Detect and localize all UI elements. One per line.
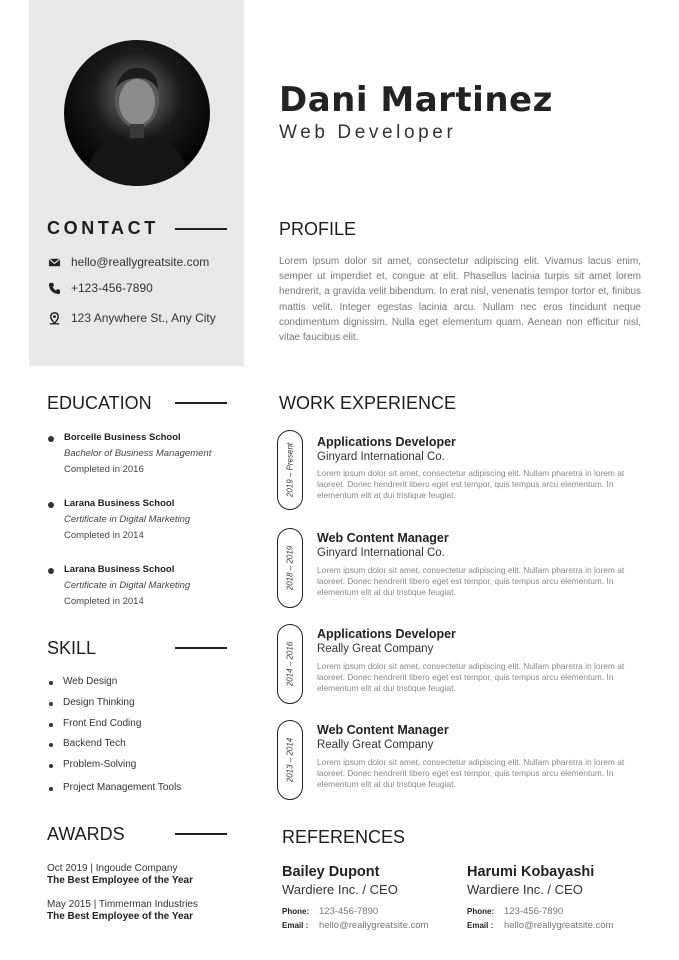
skill-heading-rule: [175, 647, 227, 649]
skill-label: Front End Coding: [63, 718, 142, 729]
education-degree: Certificate in Digital Marketing: [64, 514, 191, 525]
awards-heading: AWARDS: [47, 824, 125, 844]
contact-heading: CONTACT: [47, 218, 159, 238]
bullet-dot: [49, 723, 53, 727]
job-period-pill: [277, 720, 303, 800]
location-pin-icon: [47, 311, 61, 325]
contact-email-row: [47, 255, 209, 269]
bullet-dot: [48, 502, 54, 508]
profile-text: Lorem ipsum dolor sit amet, consectetur adipiscing elit. Vivamus lacus enim, semper ut imperdiet et, congue at elit. Phasellus lacinia turpis sit amet lorem hendrerit, a gravida velit bibendum. In erat nisl, venenatis tempor tortor et, finibus mattis velit. Integer egestas lacinia arcu. Nullam nec eros tincidunt neque condimentum dignissim. Nulla eget elementum quam. Aenean non efficitur nisl, vitae faucibus elit.: [279, 256, 641, 344]
reference-name: Harumi Kobayashi: [467, 864, 595, 880]
job-period: 2013 – 2014: [285, 737, 295, 783]
bullet-dot: [48, 436, 54, 442]
education-degree: Certificate in Digital Marketing: [64, 580, 191, 591]
bullet-dot: [49, 787, 53, 791]
skill-heading: SKILL: [47, 638, 97, 658]
bullet-dot: [49, 702, 53, 706]
job-description: Lorem ipsum dolor sit amet, consectetur adipiscing elit. Nullam pharetra in lorem at laoreet. Donec hendrerit libero eget est tempor, quis tempus arcu elementum. In elementum elit at dui tristique feugiat.: [317, 468, 625, 500]
skill-label: Problem-Solving: [63, 759, 137, 770]
bullet-dot: [49, 764, 53, 768]
award-event: Oct 2019 | Ingoude Company: [47, 863, 178, 874]
contact-address-row: [47, 311, 216, 325]
reference-email: [282, 920, 428, 931]
job-company: Really Great Company: [317, 739, 434, 751]
job-description: Lorem ipsum dolor sit amet, consectetur adipiscing elit. Nullam pharetra in lorem at laoreet. Donec hendrerit libero eget est tempor, quis tempus arcu elementum. In elementum elit at dui tristique feugiat.: [317, 757, 625, 789]
education-school: Larana Business School: [64, 498, 175, 509]
candidate-role: Web Developer: [279, 122, 457, 143]
envelope-icon: [47, 255, 61, 269]
bullet-dot: [49, 681, 53, 685]
reference-name: Bailey Dupont: [282, 864, 380, 880]
education-school: Borcelle Business School: [64, 432, 181, 443]
job-title: Web Content Manager: [317, 723, 449, 737]
job-period: 2014 – 2016: [285, 641, 295, 687]
reference-email: [467, 920, 613, 931]
job-period: 2018 – 2019: [285, 545, 295, 591]
job-period: 2019 – Present: [285, 442, 295, 498]
education-year: Completed in 2014: [64, 596, 144, 607]
award-event: May 2015 | Timmerman Industries: [47, 899, 198, 910]
reference-email-value[interactable]: hello@reallygreatsite.com: [319, 920, 429, 931]
award-title: The Best Employee of the Year: [47, 911, 193, 922]
contact-phone-row: [47, 281, 153, 295]
education-heading: EDUCATION: [47, 393, 152, 413]
contact-heading-rule: [175, 228, 227, 230]
reference-phone-value: 123-456-7890: [504, 906, 564, 917]
reference-email-value[interactable]: hello@reallygreatsite.com: [504, 920, 614, 931]
job-title: Applications Developer: [317, 627, 456, 641]
education-school: Larana Business School: [64, 564, 175, 575]
job-period-pill: [277, 430, 303, 510]
job-company: Really Great Company: [317, 643, 434, 655]
education-year: Completed in 2014: [64, 530, 144, 541]
skill-label: Project Management Tools: [63, 782, 182, 793]
contact-email[interactable]: hello@reallygreatsite.com: [71, 255, 210, 269]
job-description: Lorem ipsum dolor sit amet, consectetur adipiscing elit. Nullam pharetra in lorem at laoreet. Donec hendrerit libero eget est tempor, quis tempus arcu elementum. In elementum elit at dui tristique feugiat.: [317, 565, 625, 597]
email-label: Email :: [467, 921, 494, 930]
reference-phone: [467, 906, 563, 917]
award-item: [47, 863, 193, 887]
profile-heading: PROFILE: [279, 219, 357, 239]
job-period-pill: [277, 624, 303, 704]
bullet-dot: [48, 568, 54, 574]
job-title: Web Content Manager: [317, 531, 449, 545]
job-description: Lorem ipsum dolor sit amet, consectetur adipiscing elit. Nullam pharetra in lorem at laoreet. Donec hendrerit libero eget est tempor, quis tempus arcu elementum. In elementum elit at dui tristique feugiat.: [317, 661, 625, 693]
references-heading: REFERENCES: [282, 827, 406, 847]
education-year: Completed in 2016: [64, 464, 144, 475]
job-period-pill: [277, 528, 303, 608]
contact-address: 123 Anywhere St., Any City: [71, 311, 216, 325]
job-company: Ginyard International Co.: [317, 547, 445, 559]
reference-phone: [282, 906, 378, 917]
email-label: Email :: [282, 921, 309, 930]
award-title: The Best Employee of the Year: [47, 875, 193, 886]
phone-icon: [47, 281, 61, 295]
contact-phone: +123-456-7890: [71, 281, 153, 295]
job-company: Ginyard International Co.: [317, 451, 445, 463]
reference-company: Wardiere Inc. / CEO: [282, 882, 398, 897]
job-title: Applications Developer: [317, 435, 456, 449]
person-portrait-icon: [64, 40, 210, 186]
skill-label: Web Design: [63, 676, 118, 687]
skill-label: Design Thinking: [63, 697, 135, 708]
reference-company: Wardiere Inc. / CEO: [467, 882, 583, 897]
education-heading-rule: [175, 402, 227, 404]
skill-label: Backend Tech: [63, 738, 126, 749]
candidate-name: Dani Martinez: [279, 80, 553, 120]
phone-label: Phone:: [467, 907, 495, 916]
award-item: [47, 899, 198, 923]
awards-heading-rule: [175, 833, 227, 835]
education-degree: Bachelor of Business Management: [64, 448, 212, 459]
profile-photo: [64, 40, 210, 186]
bullet-dot: [49, 743, 53, 747]
reference-phone-value: 123-456-7890: [319, 906, 379, 917]
phone-label: Phone:: [282, 907, 310, 916]
work-experience-heading: WORK EXPERIENCE: [279, 393, 457, 413]
